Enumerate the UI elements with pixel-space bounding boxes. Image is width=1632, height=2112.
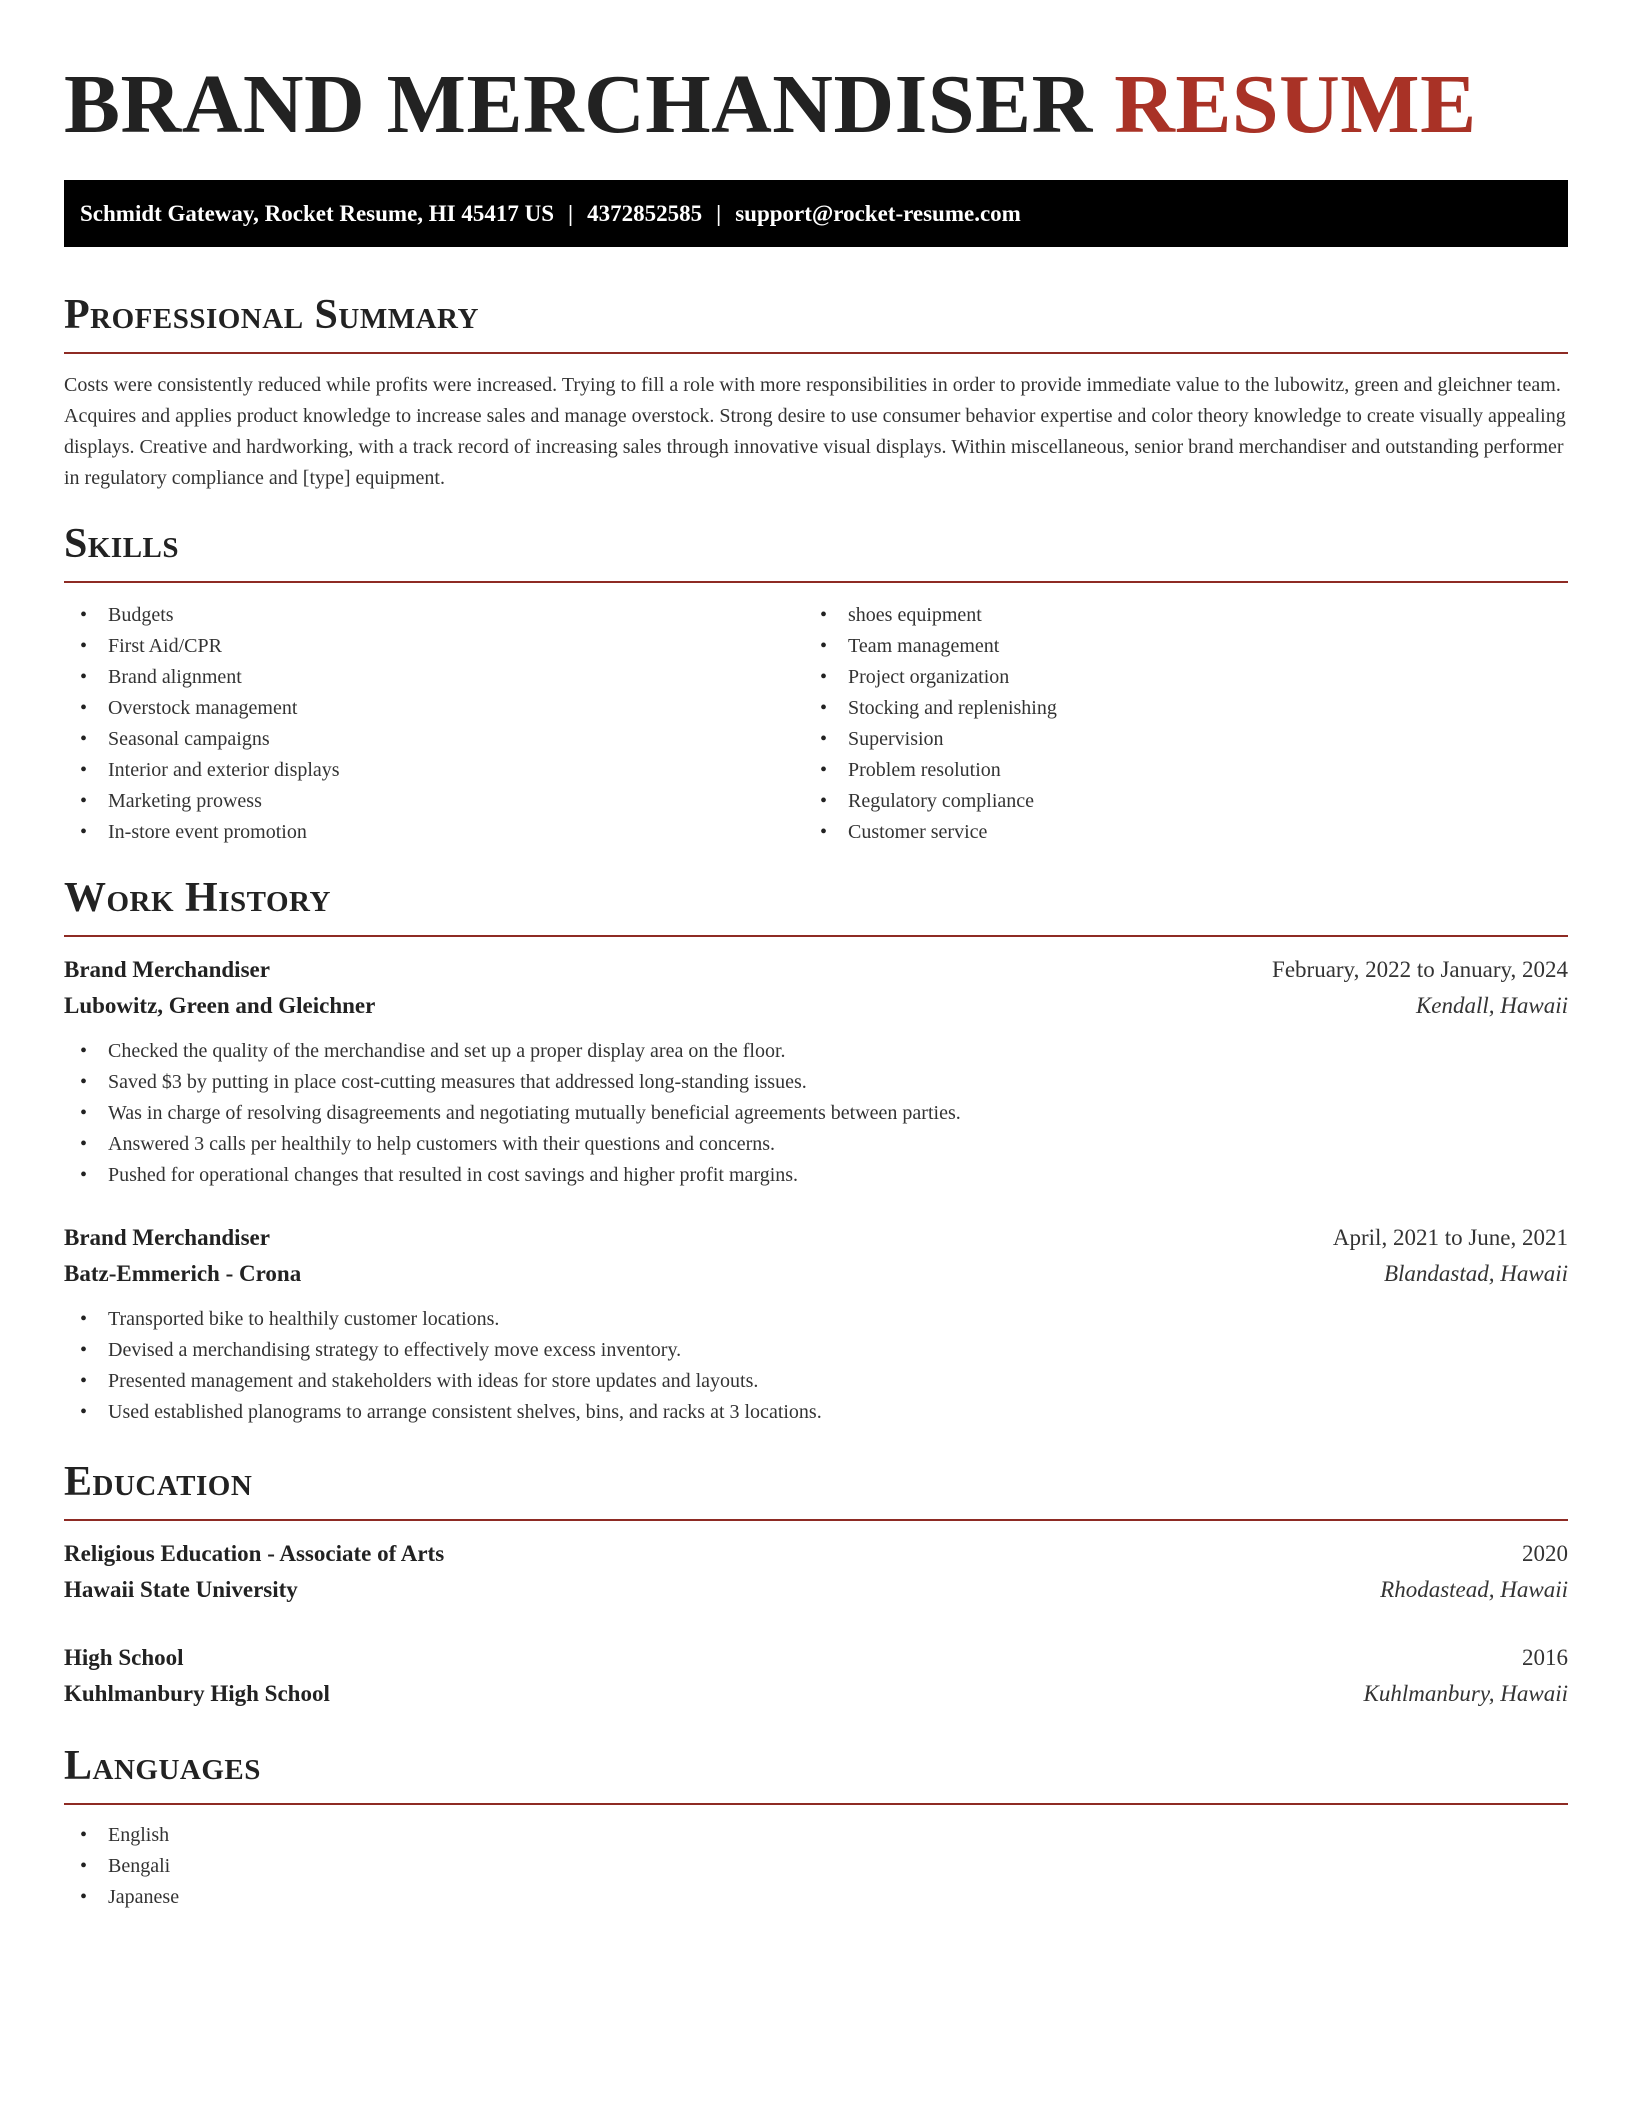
skill-item: • First Aid/CPR: [64, 631, 804, 662]
languages-heading: Languages: [64, 1743, 261, 1789]
section-divider: [64, 581, 1568, 583]
job-duty: • Devised a merchandising strategy to effectively move excess inventory.: [64, 1335, 1568, 1366]
job-title: Brand Merchandiser: [64, 957, 270, 982]
education-entry: [64, 1640, 1568, 1712]
education-year: 2020: [1522, 1541, 1568, 1566]
job-duty: • Used established planograms to arrange consistent shelves, bins, and racks at 3 locations.: [64, 1397, 1568, 1428]
skill-item: • Overstock management: [64, 693, 804, 724]
resume-content: [64, 0, 1568, 1913]
job-company: Batz-Emmerich - Crona: [64, 1261, 302, 1286]
skill-item: • In-store event promotion: [64, 817, 804, 848]
job-header-row: [64, 952, 1568, 988]
summary-section: [64, 291, 1568, 494]
section-divider: [64, 935, 1568, 937]
skill-item: • Regulatory compliance: [804, 786, 1544, 817]
summary-heading: Professional Summary: [64, 292, 479, 338]
education-entry: [64, 1536, 1568, 1608]
education-location: Kuhlmanbury, Hawaii: [1363, 1681, 1568, 1706]
skill-item: • Brand alignment: [64, 662, 804, 693]
job-duties: [64, 1036, 1568, 1191]
skill-item: • Interior and exterior displays: [64, 755, 804, 786]
language-item: • Bengali: [64, 1851, 1568, 1882]
language-item: • English: [64, 1820, 1568, 1851]
education-heading: Education: [64, 1459, 253, 1505]
language-item: • Japanese: [64, 1882, 1568, 1913]
education-school: Hawaii State University: [64, 1577, 298, 1602]
skill-item: • Stocking and replenishing: [804, 693, 1544, 724]
education-degree: Religious Education - Associate of Arts: [64, 1541, 445, 1566]
languages-list: [64, 1820, 1568, 1913]
job-dates: April, 2021 to June, 2021: [1332, 1225, 1568, 1250]
resume-title: [64, 60, 1568, 150]
contact-separator: |: [568, 201, 574, 226]
job-duty: • Saved $3 by putting in place cost-cutting measures that addressed long-standing issues.: [64, 1067, 1568, 1098]
education-degree-row: [64, 1640, 1568, 1676]
skill-item: • shoes equipment: [804, 600, 1544, 631]
work-heading: Work History: [64, 875, 331, 921]
job-duty: • Answered 3 calls per healthily to help customers with their questions and concerns.: [64, 1129, 1568, 1160]
education-school-row: [64, 1572, 1568, 1608]
job-entry: [64, 952, 1568, 1191]
contact-separator: |: [716, 201, 722, 226]
job-dates: February, 2022 to January, 2024: [1272, 957, 1568, 982]
section-divider: [64, 1803, 1568, 1805]
job-duty: • Presented management and stakeholders with ideas for store updates and layouts.: [64, 1366, 1568, 1397]
contact-bar: [64, 180, 1568, 247]
contact-email: support@rocket-resume.com: [735, 201, 1021, 226]
skill-item: • Supervision: [804, 724, 1544, 755]
work-section: [64, 874, 1568, 1428]
skill-item: • Marketing prowess: [64, 786, 804, 817]
skills-list-right: [804, 600, 1544, 848]
summary-text: Costs were consistently reduced while profits were increased. Trying to fill a role with more responsibilities in order to provide immediate value to the lubowitz, green and gleichner team. Acquires and applies product knowledge to increase sales and manage overstock. Strong desire to use consumer behavior expertise and color theory knowledge to create visually appealing displays. Creative and hardworking, with a track record of increasing sales through innovative visual displays. Within miscellaneous, senior brand merchandiser and outstanding performer in regulatory compliance and [type] equipment.: [64, 374, 1566, 489]
job-duty: • Transported bike to healthily customer locations.: [64, 1304, 1568, 1335]
skill-item: • Customer service: [804, 817, 1544, 848]
job-duty: • Pushed for operational changes that resulted in cost savings and higher profit margins.: [64, 1160, 1568, 1191]
job-title: Brand Merchandiser: [64, 1225, 270, 1250]
contact-phone: 4372852585: [587, 201, 703, 226]
job-entry: [64, 1220, 1568, 1428]
skills-list-left: [64, 600, 804, 848]
title-accent: RESUME: [1114, 58, 1477, 151]
section-divider: [64, 1519, 1568, 1521]
job-company: Lubowitz, Green and Gleichner: [64, 993, 376, 1018]
education-school: Kuhlmanbury High School: [64, 1681, 330, 1706]
job-location: Kendall, Hawaii: [1415, 993, 1568, 1018]
contact-address: Schmidt Gateway, Rocket Resume, HI 45417 US: [80, 201, 555, 226]
title-main: BRAND MERCHANDISER: [64, 58, 1093, 151]
education-section: [64, 1458, 1568, 1712]
job-duty: • Was in charge of resolving disagreements and negotiating mutually beneficial agreements between parties.: [64, 1098, 1568, 1129]
education-degree: High School: [64, 1645, 184, 1670]
skill-item: • Problem resolution: [804, 755, 1544, 786]
job-company-row: [64, 1256, 1568, 1292]
skill-item: • Seasonal campaigns: [64, 724, 804, 755]
job-duty: • Checked the quality of the merchandise and set up a proper display area on the floor.: [64, 1036, 1568, 1067]
education-degree-row: [64, 1536, 1568, 1572]
skill-item: • Team management: [804, 631, 1544, 662]
skills-heading: Skills: [64, 521, 180, 567]
languages-section: [64, 1742, 1568, 1913]
section-divider: [64, 352, 1568, 354]
job-header-row: [64, 1220, 1568, 1256]
skills-section: [64, 520, 1568, 848]
skills-columns: [64, 600, 1568, 848]
education-school-row: [64, 1676, 1568, 1712]
education-year: 2016: [1522, 1645, 1568, 1670]
job-company-row: [64, 988, 1568, 1024]
job-duties: [64, 1304, 1568, 1428]
skill-item: • Project organization: [804, 662, 1544, 693]
job-location: Blandastad, Hawaii: [1383, 1261, 1568, 1286]
skill-item: • Budgets: [64, 600, 804, 631]
education-location: Rhodastead, Hawaii: [1380, 1577, 1568, 1602]
